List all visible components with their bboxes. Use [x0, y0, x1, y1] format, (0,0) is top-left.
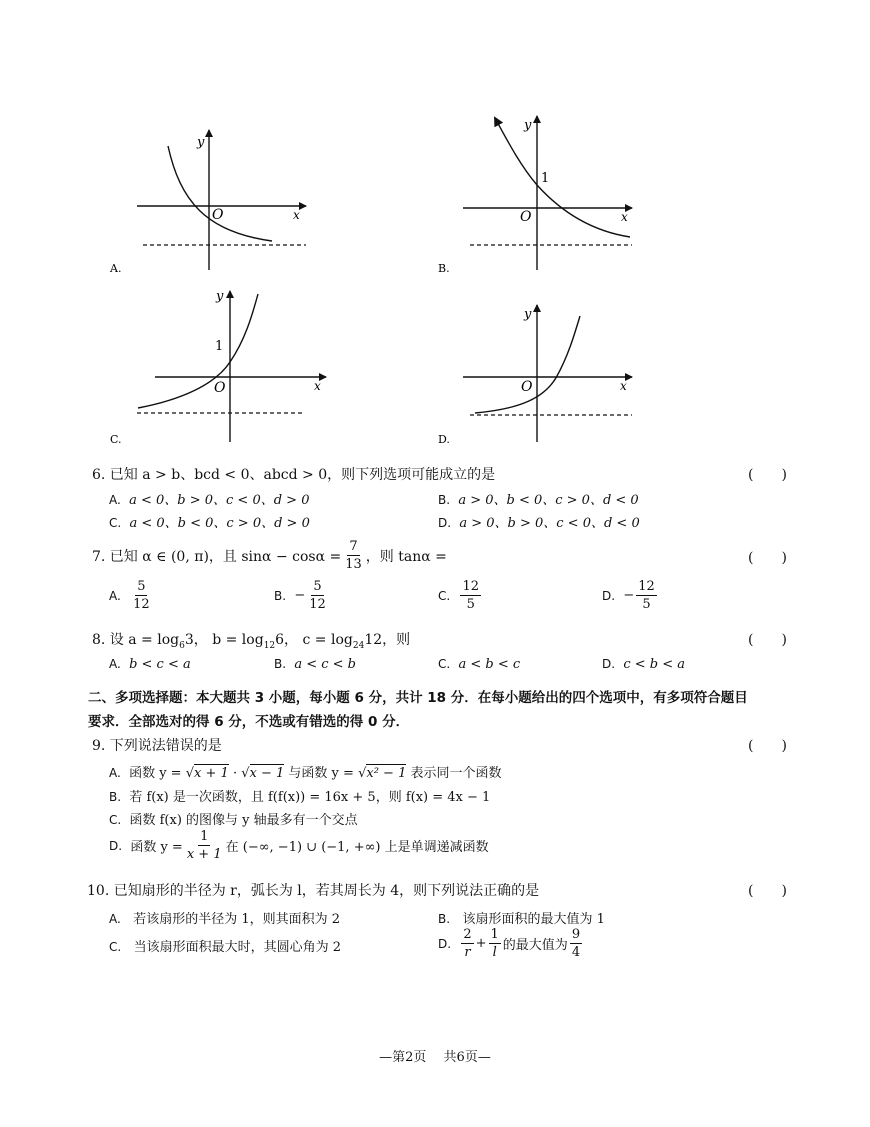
value-b: 6，	[275, 632, 299, 648]
answer-paren: ( )	[748, 738, 787, 754]
y-intercept-label: 1	[541, 171, 550, 186]
option-text-pre: 函数 y =	[130, 840, 183, 855]
exponential-curve	[495, 118, 630, 237]
graph-a-letter: A.	[110, 262, 122, 275]
denominator: l	[492, 945, 497, 960]
subscript: 12	[263, 640, 276, 651]
x-axis-label: x	[621, 210, 628, 224]
option-label: D.	[602, 588, 616, 603]
y-axis-label: y	[524, 307, 532, 322]
option-label: D.	[109, 838, 123, 853]
graph-a	[109, 130, 306, 275]
numerator: 12	[462, 579, 480, 594]
option-label: A.	[109, 493, 121, 507]
sqrt-sign: √	[358, 766, 367, 781]
option-d	[602, 657, 685, 672]
option-label: D.	[438, 516, 452, 530]
option-d	[602, 580, 659, 611]
option-d	[438, 928, 584, 959]
numerator: 7	[349, 539, 358, 554]
graphs-figure	[0, 0, 870, 450]
option-d	[109, 830, 489, 861]
option-label: A.	[109, 588, 121, 603]
question-8-stem	[92, 629, 410, 651]
fraction	[185, 830, 224, 861]
question-10-stem: 10. 已知扇形的半径为 r，弧长为 l，若其周长为 4，则下列说法正确的是	[87, 883, 540, 899]
question-9-stem: 9. 下列说法错误的是	[92, 738, 222, 754]
option-label: C.	[438, 588, 451, 603]
numerator: 5	[137, 579, 146, 594]
denominator: 5	[642, 597, 651, 612]
option-text: 函数 f(x) 的图像与 y 轴最多有一个交点	[129, 813, 358, 828]
graph-d	[438, 305, 632, 446]
fraction	[636, 580, 657, 611]
numerator: 5	[313, 579, 322, 594]
numerator: 9	[571, 927, 581, 942]
y-axis-label: y	[524, 118, 532, 133]
option-text: b < c < a	[129, 657, 191, 672]
x-axis-label: x	[314, 379, 321, 393]
denominator: 12	[133, 597, 150, 612]
question-6-stem: 6. 已知 a > b、bcd < 0、abcd > 0，则下列选项可能成立的是	[92, 467, 496, 483]
origin-label: O	[214, 380, 226, 396]
x-axis-label: x	[293, 208, 300, 222]
option-text: 若该扇形的半径为 1，则其面积为 2	[133, 912, 341, 927]
option-label: C.	[438, 657, 451, 671]
answer-paren: ( )	[748, 467, 787, 483]
option-text: a > 0、b > 0、c < 0、d < 0	[459, 516, 640, 531]
option-text: a < 0、b > 0、c < 0、d > 0	[129, 493, 310, 508]
answer-paren: ( )	[748, 632, 787, 648]
option-b	[274, 657, 356, 672]
stem-b: b = log	[212, 632, 264, 648]
option-text: 若 f(x) 是一次函数，且 f(f(x)) = 16x + 5，则 f(x) = 4x − 1	[129, 790, 491, 805]
graph-d-letter: D.	[438, 433, 450, 446]
option-a	[109, 908, 340, 927]
fraction	[460, 580, 481, 611]
option-c	[109, 936, 341, 955]
option-label: D.	[438, 936, 452, 951]
option-text-mid: 的最大值为	[502, 938, 568, 953]
radicand: x² − 1	[366, 766, 407, 781]
option-text: a > 0、b < 0、c > 0、d < 0	[458, 493, 639, 508]
graph-c-letter: C.	[110, 433, 122, 446]
option-label: B.	[274, 588, 287, 603]
value-c: 12，则	[364, 632, 411, 648]
stem-post: ，则 tanα =	[365, 548, 447, 565]
graph-c	[110, 289, 326, 446]
graph-b-letter: B.	[438, 262, 450, 275]
exponential-curve	[138, 294, 258, 408]
option-b	[274, 580, 330, 611]
fraction	[343, 540, 364, 571]
y-intercept-label: 1	[215, 339, 224, 354]
option-text: c < b < a	[623, 657, 685, 672]
fraction	[461, 928, 473, 959]
option-label: C.	[109, 516, 122, 530]
numerator: 1	[490, 927, 499, 942]
option-text-post: 表示同一个函数	[410, 766, 502, 781]
denominator: 13	[345, 557, 362, 572]
option-a	[109, 657, 191, 672]
answer-paren: ( )	[748, 550, 787, 566]
denominator: 5	[466, 597, 475, 612]
plus-sign: +	[475, 936, 487, 951]
option-b	[438, 489, 639, 508]
option-text-pre: 函数 y =	[129, 766, 182, 781]
option-label: A.	[109, 912, 121, 926]
option-b	[109, 786, 490, 805]
subscript: 6	[179, 640, 185, 651]
origin-label: O	[212, 207, 224, 223]
numerator: 1	[200, 829, 209, 844]
option-a	[109, 762, 502, 781]
exponential-curve	[168, 146, 272, 241]
stem-pre: 7. 已知 α ∈ (0, π)，且 sinα − cosα =	[92, 548, 342, 565]
option-text: a < 0、b < 0、c > 0、d > 0	[129, 516, 310, 531]
option-c	[438, 580, 483, 611]
denominator: 4	[571, 945, 581, 960]
option-label: B.	[274, 657, 287, 671]
option-c	[109, 512, 310, 531]
option-label: C.	[109, 940, 122, 954]
option-text: a < c < b	[294, 657, 356, 672]
y-axis-label: y	[197, 135, 205, 150]
option-text: a < b < c	[458, 657, 521, 672]
option-a	[109, 489, 309, 508]
value-a: 3，	[184, 632, 208, 648]
option-label: B.	[109, 790, 122, 804]
section-heading-line-2: 要求．全部选对的得 6 分，不选或有错选的得 0 分．	[88, 714, 410, 730]
fraction	[307, 580, 328, 611]
question-7-stem	[92, 540, 447, 571]
origin-label: O	[520, 209, 532, 225]
option-label: C.	[109, 813, 122, 827]
y-axis-label: y	[216, 289, 224, 304]
numerator: 12	[638, 579, 655, 594]
option-sign: −	[294, 588, 306, 603]
denominator: x + 1	[186, 847, 222, 862]
denominator: 12	[309, 597, 326, 612]
radicand: x + 1	[194, 766, 229, 781]
stem-c: c = log	[302, 632, 353, 648]
option-label: B.	[438, 493, 451, 507]
option-b	[438, 908, 605, 927]
option-sign: −	[623, 588, 635, 603]
x-axis-label: x	[620, 379, 627, 393]
graph-b	[438, 116, 632, 275]
sqrt-sign: √	[185, 766, 195, 781]
fraction	[489, 928, 501, 959]
denominator: r	[464, 945, 471, 960]
section-heading-line-1: 二、多项选择题：本大题共 3 小题，每小题 6 分，共计 18 分．在每小题给出的四个选项中，有多项符合题目	[88, 690, 748, 706]
option-text-post: 在 (−∞, −1) ∪ (−1, +∞) 上是单调递减函数	[225, 840, 489, 855]
option-label: A.	[109, 766, 121, 780]
subscript: 24	[352, 640, 365, 651]
numerator: 2	[463, 927, 472, 942]
answer-paren: ( )	[748, 883, 787, 899]
option-d	[438, 512, 640, 531]
fraction	[131, 580, 152, 611]
sqrt-sign: √	[241, 766, 250, 781]
option-label: D.	[602, 657, 616, 671]
option-text: 当该扇形面积最大时，其圆心角为 2	[133, 940, 342, 955]
option-label: B.	[438, 912, 451, 926]
stem-a: 8. 设 a = log	[92, 632, 180, 648]
option-c	[109, 809, 358, 828]
option-a	[109, 580, 154, 611]
dot: ·	[232, 766, 238, 781]
page-footer: —第2页 共6页—	[379, 1050, 491, 1065]
radicand: x − 1	[249, 766, 285, 781]
option-label: A.	[109, 657, 121, 671]
origin-label: O	[521, 379, 533, 395]
option-text-mid: 与函数 y =	[288, 766, 354, 781]
option-c	[438, 657, 520, 672]
fraction	[570, 928, 582, 959]
exponential-curve	[475, 316, 580, 413]
option-text: 该扇形面积的最大值为 1	[462, 912, 605, 927]
